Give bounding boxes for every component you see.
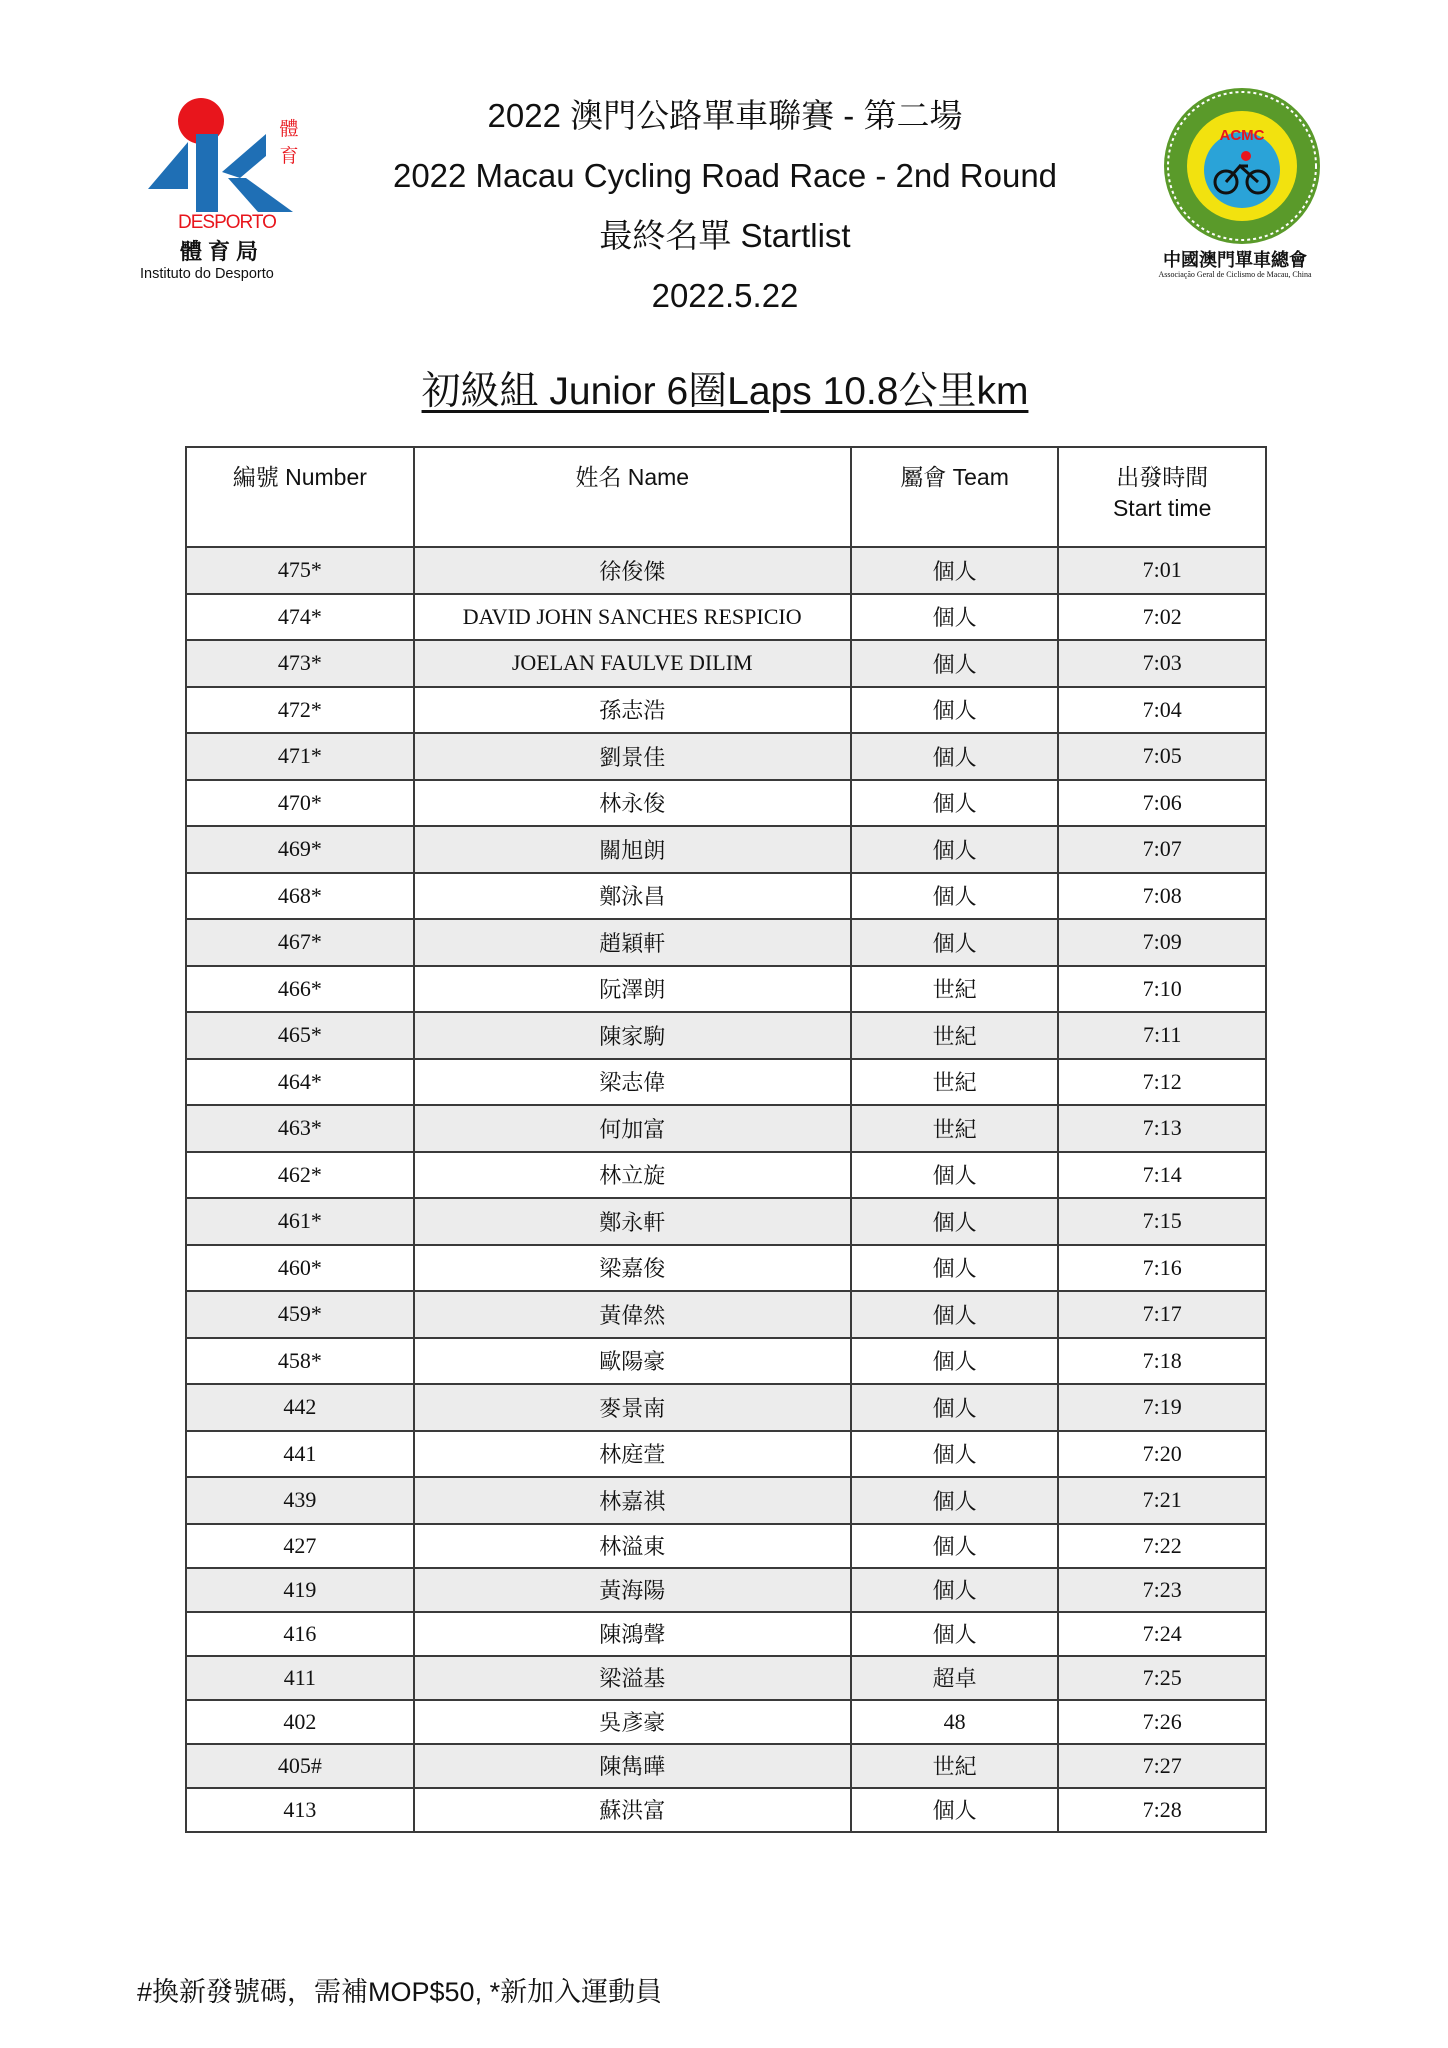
- cell-team: 個人: [851, 1568, 1059, 1612]
- cell-team: 個人: [851, 547, 1059, 594]
- col-team-header: 屬會 Team: [851, 447, 1059, 547]
- cell-start-time: 7:25: [1058, 1656, 1266, 1700]
- table-row: [186, 1612, 1266, 1656]
- cell-number: 475*: [186, 547, 414, 594]
- cell-number: 473*: [186, 640, 414, 687]
- acmc-seal-icon: [1162, 86, 1322, 246]
- cell-number: 468*: [186, 873, 414, 920]
- header-startlist: 最終名單 Startlist: [599, 217, 851, 254]
- logo-name-zh: 體育局: [180, 239, 265, 264]
- logo-wordmark: DESPORTO: [178, 212, 276, 233]
- cell-team: 個人: [851, 1245, 1059, 1292]
- table-row: [186, 1059, 1266, 1106]
- desporto-emblem-icon: [148, 134, 298, 214]
- header-title-zh: 2022 澳門公路單車聯賽 - 第二場: [487, 97, 963, 134]
- cell-name: 何加富: [414, 1105, 851, 1152]
- cell-number: 413: [186, 1788, 414, 1832]
- cell-name: 林溢東: [414, 1524, 851, 1568]
- table-row: [186, 1152, 1266, 1199]
- cell-start-time: 7:14: [1058, 1152, 1266, 1199]
- cell-team: 個人: [851, 1431, 1059, 1478]
- table-row: [186, 1384, 1266, 1431]
- table-row: [186, 1012, 1266, 1059]
- table-row: [186, 1105, 1266, 1152]
- table-row: [186, 547, 1266, 594]
- cell-team: 48: [851, 1700, 1059, 1744]
- cell-team: 個人: [851, 1524, 1059, 1568]
- cell-start-time: 7:06: [1058, 780, 1266, 827]
- header-date: 2022.5.22: [651, 277, 799, 314]
- cell-name: 蘇洪富: [414, 1788, 851, 1832]
- cell-number: 458*: [186, 1338, 414, 1385]
- cell-team: 個人: [851, 1477, 1059, 1524]
- cell-team: 個人: [851, 1788, 1059, 1832]
- table-row: [186, 1431, 1266, 1478]
- cell-number: 419: [186, 1568, 414, 1612]
- cell-number: 402: [186, 1700, 414, 1744]
- cell-name: 關旭朗: [414, 826, 851, 873]
- cell-number: 416: [186, 1612, 414, 1656]
- table-row: [186, 594, 1266, 641]
- cell-team: 個人: [851, 873, 1059, 920]
- cell-team: 世紀: [851, 1012, 1059, 1059]
- cell-number: 470*: [186, 780, 414, 827]
- cell-start-time: 7:18: [1058, 1338, 1266, 1385]
- table-row: [186, 1245, 1266, 1292]
- table-row: [186, 966, 1266, 1013]
- table-row: [186, 826, 1266, 873]
- table-row: [186, 733, 1266, 780]
- cell-team: 個人: [851, 640, 1059, 687]
- table-row: [186, 1524, 1266, 1568]
- cell-number: 427: [186, 1524, 414, 1568]
- cell-name: JOELAN FAULVE DILIM: [414, 640, 851, 687]
- cell-number: 461*: [186, 1198, 414, 1245]
- cell-name: 黃偉然: [414, 1291, 851, 1338]
- cell-number: 411: [186, 1656, 414, 1700]
- seal-text: ACMC: [1219, 127, 1265, 144]
- cell-number: 439: [186, 1477, 414, 1524]
- cell-team: 個人: [851, 687, 1059, 734]
- cell-start-time: 7:23: [1058, 1568, 1266, 1612]
- cell-team: 世紀: [851, 1059, 1059, 1106]
- cell-number: 405#: [186, 1744, 414, 1788]
- table-row: [186, 919, 1266, 966]
- cell-name: 林庭萱: [414, 1431, 851, 1478]
- cell-name: 劉景佳: [414, 733, 851, 780]
- category-title: 初級組 Junior 6圈Laps 10.8公里km: [421, 370, 1029, 413]
- logo-vertical-text: 體 育: [279, 119, 299, 167]
- cell-start-time: 7:08: [1058, 873, 1266, 920]
- cell-number: 466*: [186, 966, 414, 1013]
- cell-number: 441: [186, 1431, 414, 1478]
- cell-number: 474*: [186, 594, 414, 641]
- acmc-name-pt: Associação Geral de Ciclismo de Macau, China: [1158, 270, 1312, 279]
- cell-name: 陳鴻聲: [414, 1612, 851, 1656]
- cell-number: 472*: [186, 687, 414, 734]
- cell-team: 個人: [851, 780, 1059, 827]
- cell-name: 趙穎軒: [414, 919, 851, 966]
- cell-start-time: 7:24: [1058, 1612, 1266, 1656]
- cell-name: 徐俊傑: [414, 547, 851, 594]
- desporto-logo: [140, 92, 340, 292]
- cell-start-time: 7:28: [1058, 1788, 1266, 1832]
- col-start-time-header: [1058, 447, 1266, 547]
- cell-start-time: 7:11: [1058, 1012, 1266, 1059]
- cell-team: 個人: [851, 1291, 1059, 1338]
- table-row: [186, 1198, 1266, 1245]
- table-row: [186, 1788, 1266, 1832]
- table-row: [186, 1477, 1266, 1524]
- cell-team: 世紀: [851, 1105, 1059, 1152]
- logo-name-pt: Instituto do Desporto: [140, 266, 274, 282]
- cell-name: DAVID JOHN SANCHES RESPICIO: [414, 594, 851, 641]
- table-row: [186, 1568, 1266, 1612]
- table-row: [186, 1744, 1266, 1788]
- cell-start-time: 7:04: [1058, 687, 1266, 734]
- cell-team: 個人: [851, 594, 1059, 641]
- table-row: [186, 687, 1266, 734]
- cell-name: 陳家駒: [414, 1012, 851, 1059]
- cell-number: 459*: [186, 1291, 414, 1338]
- acmc-logo: [1150, 86, 1340, 296]
- cell-start-time: 7:09: [1058, 919, 1266, 966]
- cell-start-time: 7:16: [1058, 1245, 1266, 1292]
- cell-start-time: 7:07: [1058, 826, 1266, 873]
- acmc-name-zh: 中國澳門單車總會: [1163, 250, 1307, 271]
- cell-team: 個人: [851, 1612, 1059, 1656]
- cell-team: 個人: [851, 1384, 1059, 1431]
- cell-number: 462*: [186, 1152, 414, 1199]
- cell-name: 吳彥豪: [414, 1700, 851, 1744]
- cell-start-time: 7:15: [1058, 1198, 1266, 1245]
- cell-number: 442: [186, 1384, 414, 1431]
- cell-start-time: 7:12: [1058, 1059, 1266, 1106]
- cell-name: 林嘉祺: [414, 1477, 851, 1524]
- cell-name: 梁溢基: [414, 1656, 851, 1700]
- cell-team: 個人: [851, 826, 1059, 873]
- table-row: [186, 1338, 1266, 1385]
- cell-start-time: 7:13: [1058, 1105, 1266, 1152]
- table-row: [186, 873, 1266, 920]
- table-row: [186, 1700, 1266, 1744]
- cell-name: 陳雋曄: [414, 1744, 851, 1788]
- cell-start-time: 7:22: [1058, 1524, 1266, 1568]
- footnote: #換新發號碼，需補MOP$50, *新加入運動員: [137, 1977, 663, 2007]
- cell-name: 林永俊: [414, 780, 851, 827]
- cell-name: 林立旋: [414, 1152, 851, 1199]
- cell-name: 阮澤朗: [414, 966, 851, 1013]
- cell-name: 鄭永軒: [414, 1198, 851, 1245]
- table-row: [186, 1291, 1266, 1338]
- cell-start-time: 7:27: [1058, 1744, 1266, 1788]
- document-header: [330, 86, 1120, 326]
- cell-name: 歐陽豪: [414, 1338, 851, 1385]
- cell-team: 個人: [851, 1152, 1059, 1199]
- col-number-header: 編號 Number: [186, 447, 414, 547]
- cell-name: 梁志偉: [414, 1059, 851, 1106]
- cell-start-time: 7:03: [1058, 640, 1266, 687]
- cell-team: 個人: [851, 733, 1059, 780]
- table-row: [186, 1656, 1266, 1700]
- cell-start-time: 7:17: [1058, 1291, 1266, 1338]
- table-row: [186, 640, 1266, 687]
- start-time-header-en: Start time: [1112, 495, 1212, 521]
- cell-number: 471*: [186, 733, 414, 780]
- cell-team: 世紀: [851, 1744, 1059, 1788]
- startlist-table: [185, 446, 1267, 1833]
- col-name-header: 姓名 Name: [414, 447, 851, 547]
- cell-number: 464*: [186, 1059, 414, 1106]
- cell-start-time: 7:26: [1058, 1700, 1266, 1744]
- cell-team: 個人: [851, 1338, 1059, 1385]
- cell-name: 鄭泳昌: [414, 873, 851, 920]
- cell-start-time: 7:05: [1058, 733, 1266, 780]
- cell-name: 孫志浩: [414, 687, 851, 734]
- cell-team: 個人: [851, 919, 1059, 966]
- cell-start-time: 7:02: [1058, 594, 1266, 641]
- cell-start-time: 7:21: [1058, 1477, 1266, 1524]
- cell-number: 460*: [186, 1245, 414, 1292]
- cell-name: 梁嘉俊: [414, 1245, 851, 1292]
- table-header-row: [186, 447, 1266, 547]
- cell-name: 麥景南: [414, 1384, 851, 1431]
- header-title-en: 2022 Macau Cycling Road Race - 2nd Round: [392, 157, 1058, 194]
- cell-team: 個人: [851, 1198, 1059, 1245]
- cell-start-time: 7:19: [1058, 1384, 1266, 1431]
- cell-team: 超卓: [851, 1656, 1059, 1700]
- cell-start-time: 7:01: [1058, 547, 1266, 594]
- cell-number: 469*: [186, 826, 414, 873]
- cell-number: 467*: [186, 919, 414, 966]
- cell-number: 463*: [186, 1105, 414, 1152]
- cell-number: 465*: [186, 1012, 414, 1059]
- cell-start-time: 7:20: [1058, 1431, 1266, 1478]
- cell-start-time: 7:10: [1058, 966, 1266, 1013]
- table-row: [186, 780, 1266, 827]
- start-time-header-zh: 出發時間: [1116, 464, 1209, 490]
- cell-name: 黃海陽: [414, 1568, 851, 1612]
- cell-team: 世紀: [851, 966, 1059, 1013]
